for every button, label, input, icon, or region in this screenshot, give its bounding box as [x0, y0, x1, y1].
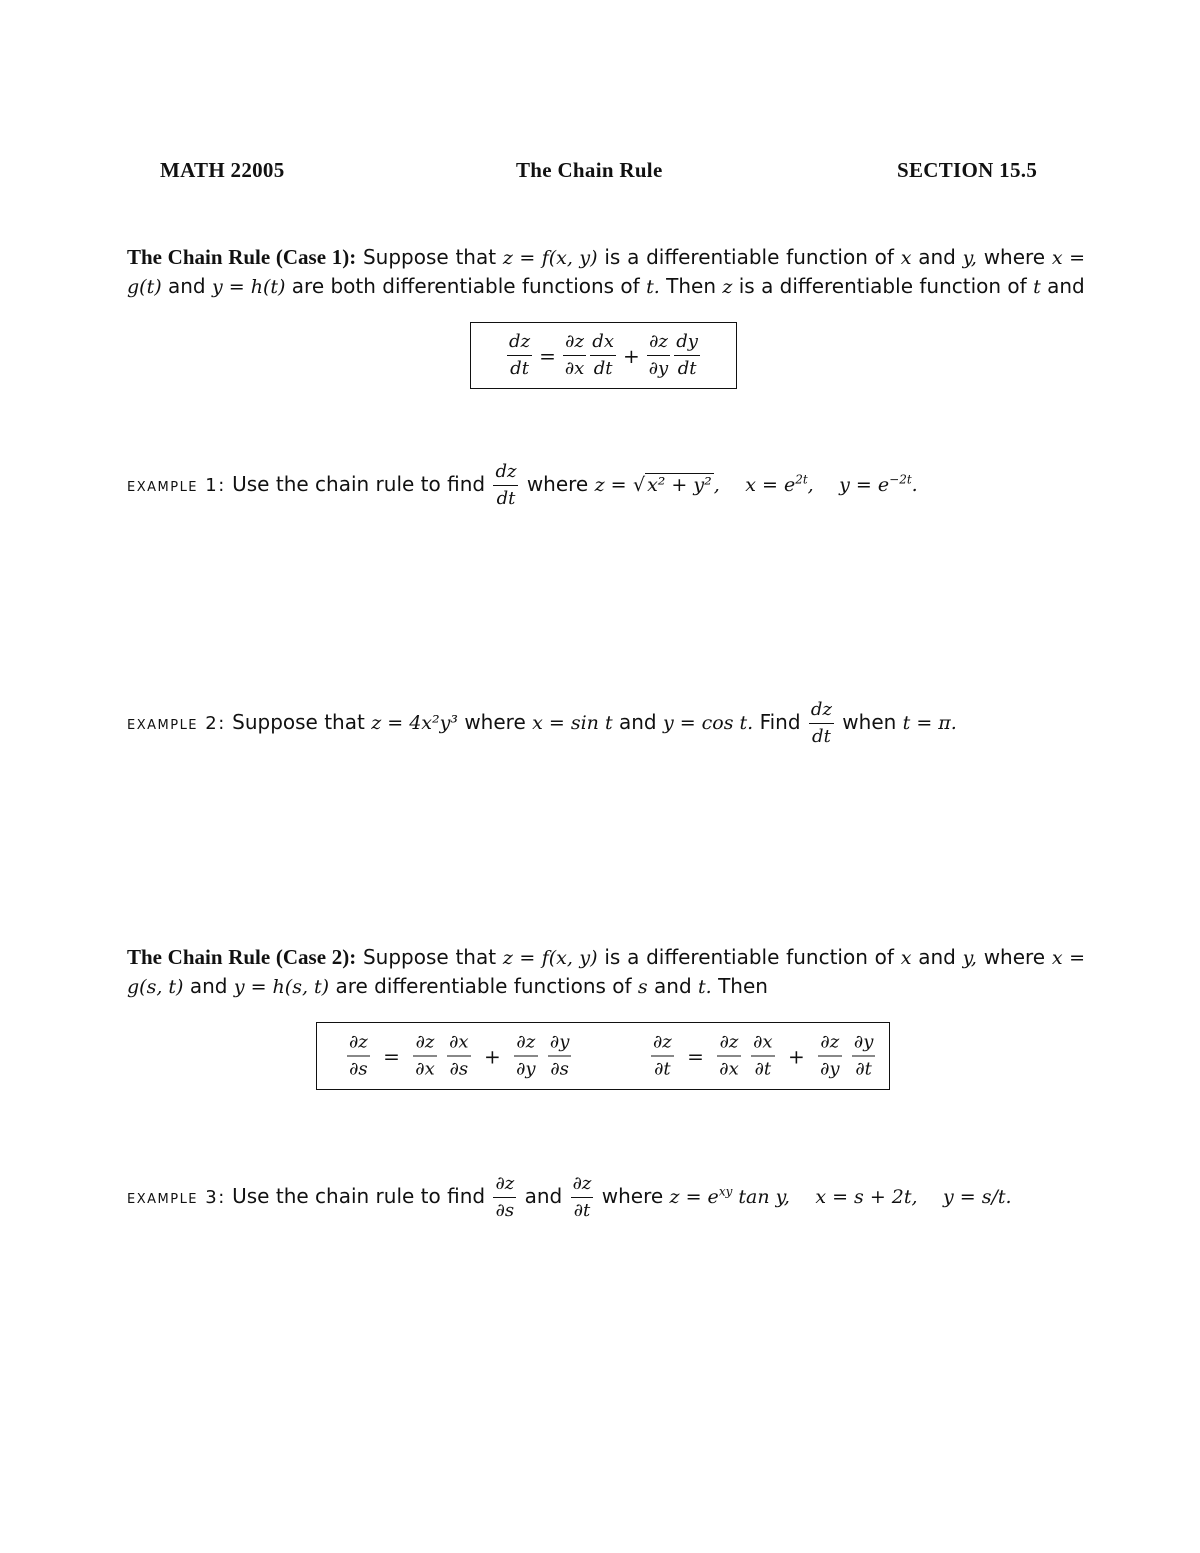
math-expression: x = sin t — [532, 712, 613, 734]
section-number: SECTION 15.5 — [897, 158, 1038, 182]
case1-var-z: z — [722, 276, 733, 298]
page-title: The Chain Rule — [516, 158, 663, 182]
example-text: where — [526, 472, 589, 496]
fraction: $\frac{\partial y}{\partial s}$ — [549, 1031, 570, 1080]
math-expression: $x = e^{2t}$, — [745, 472, 814, 496]
fraction: $\frac{\partial z}{\partial y}$ — [516, 1031, 536, 1080]
example-1 — [127, 460, 918, 511]
math-expression: z = — [594, 474, 627, 496]
fraction: $\frac{dz}{dt}$ — [495, 461, 517, 509]
case1-var-t: t — [1033, 276, 1041, 298]
plus-sign: + — [622, 343, 640, 368]
sqrt-sign: √ — [632, 474, 646, 496]
case1-text: Suppose that — [362, 245, 497, 269]
case1-eq-y: y = h(t) — [211, 276, 286, 298]
case2-paragraph — [127, 943, 1085, 1001]
fraction: $\frac{dz}{dt}$ — [810, 699, 832, 747]
example-text: where — [464, 710, 526, 734]
example-text: Find — [759, 710, 801, 734]
case2-var-x: x — [900, 947, 912, 969]
example-2 — [127, 698, 957, 749]
example-label: example 1: — [127, 475, 226, 496]
formula-partial-t — [649, 1031, 877, 1082]
example-text: Use the chain rule to find — [232, 472, 486, 496]
math-expression: z = 4x²y³ — [371, 712, 458, 734]
case2-text: and — [654, 974, 692, 998]
fraction: $\frac{dx}{dt}$ — [592, 331, 614, 379]
case1-text: and — [1047, 274, 1085, 298]
example-label: example 3: — [127, 1187, 226, 1208]
formula-partial-s — [345, 1031, 573, 1082]
example-text: Suppose that — [232, 710, 365, 734]
case2-heading: The Chain Rule (Case 2): — [127, 945, 357, 969]
course-number: MATH 22005 — [160, 158, 285, 182]
fraction: $\frac{dy}{dt}$ — [676, 331, 698, 379]
case1-text: are both differentiable functions of — [291, 274, 640, 298]
case2-text: is a differentiable function of — [604, 945, 894, 969]
case2-eq-z: z = f(x, y) — [502, 947, 598, 969]
case2-text: are differentiable functions of — [335, 974, 632, 998]
math-expression: y = s/t. — [943, 1186, 1012, 1208]
case1-var-x: x — [900, 247, 912, 269]
fraction: $\frac{\partial x}{\partial s}$ — [449, 1031, 469, 1080]
fraction: $\frac{\partial z}{\partial t}$ — [653, 1031, 672, 1080]
case1-eq-x: x = g(t) — [127, 247, 1086, 298]
case1-text: is a differentiable — [738, 274, 913, 298]
fraction: $\frac{\partial z}{\partial x}$ — [719, 1031, 739, 1080]
case2-var-y: y, — [962, 947, 977, 969]
math-expression: t = π. — [902, 712, 957, 734]
math-expression: $z = e^{xy}$ tan y, — [669, 1184, 790, 1208]
case2-text: where — [983, 945, 1046, 969]
example-text: when — [842, 710, 897, 734]
fraction: $\frac{dz}{dt}$ — [509, 331, 531, 379]
case1-paragraph — [127, 243, 1085, 301]
case2-text: and — [189, 974, 228, 998]
case1-eq-z: z = f(x, y) — [502, 247, 598, 269]
case2-eq-y: y = h(s, t) — [233, 976, 330, 998]
fraction: $\frac{\partial y}{\partial t}$ — [853, 1031, 874, 1080]
math-expression: y = cos t. — [662, 712, 754, 734]
math-expression: , — [713, 474, 720, 496]
case2-eq-x: x = g(s, t) — [127, 947, 1086, 998]
example-text: and — [618, 710, 657, 734]
plus-sign: + — [483, 1044, 501, 1068]
example-3 — [127, 1172, 1012, 1223]
case2-text: Then — [718, 974, 768, 998]
case2-text: Suppose that — [362, 945, 497, 969]
case2-var-t: t. — [698, 976, 712, 998]
sqrt-argument: x² + y² — [647, 474, 712, 496]
plus-sign: + — [787, 1044, 805, 1068]
example-text: Use the chain rule to find — [232, 1184, 486, 1208]
example-label: example 2: — [127, 713, 226, 734]
fraction: $\frac{\partial z}{\partial t}$ — [572, 1173, 592, 1221]
math-expression: $y = e^{-2t}$. — [839, 472, 918, 496]
case1-text: and — [918, 245, 956, 269]
fraction: $\frac{\partial z}{\partial x}$ — [564, 331, 585, 379]
case1-text: where — [983, 245, 1046, 269]
example-text: and — [524, 1184, 563, 1208]
equals-sign: = — [687, 1044, 704, 1068]
case1-formula-box — [470, 322, 737, 389]
case1-var-t: t. — [646, 276, 660, 298]
case2-formula-box — [316, 1022, 890, 1090]
equals-sign: = — [539, 343, 556, 368]
case1-var-y: y, — [962, 247, 977, 269]
case1-text: function of — [919, 274, 1027, 298]
case2-var-s: s — [637, 976, 648, 998]
equals-sign: = — [383, 1044, 400, 1068]
fraction: $\frac{\partial z}{\partial s}$ — [495, 1173, 515, 1221]
fraction: $\frac{\partial z}{\partial x}$ — [415, 1031, 435, 1080]
fraction: $\frac{\partial z}{\partial y}$ — [648, 331, 669, 379]
case2-text: and — [918, 945, 956, 969]
case1-heading: The Chain Rule (Case 1): — [127, 245, 357, 269]
example-text: where — [601, 1184, 664, 1208]
case1-text: and — [167, 274, 206, 298]
fraction: $\frac{\partial z}{\partial y}$ — [820, 1031, 840, 1080]
case1-text: is a differentiable function of — [604, 245, 894, 269]
fraction: $\frac{\partial x}{\partial t}$ — [753, 1031, 773, 1080]
case1-text: Then — [666, 274, 716, 298]
math-expression: x = s + 2t, — [815, 1186, 918, 1208]
fraction: $\frac{\partial z}{\partial s}$ — [349, 1031, 368, 1080]
